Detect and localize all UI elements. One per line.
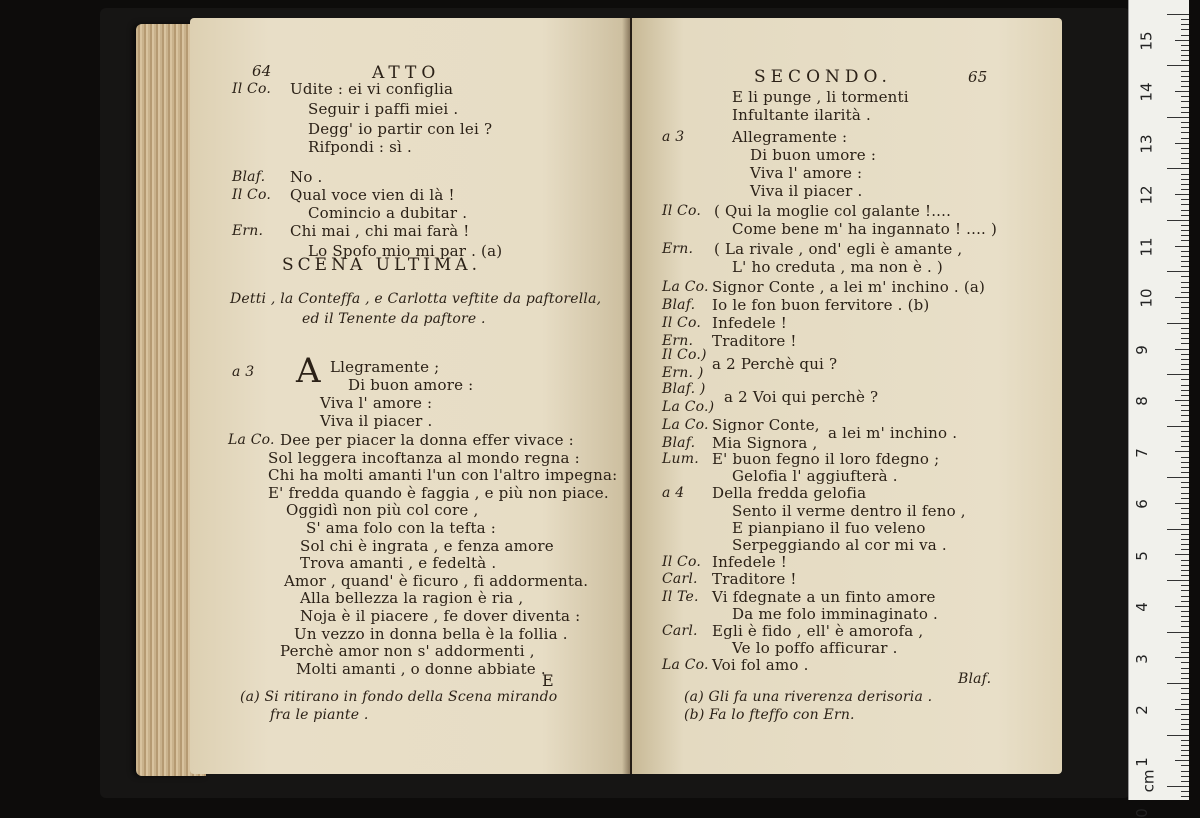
dialogue-text: E pianpiano il fuo veleno — [732, 518, 926, 537]
speaker-label: a 3 — [662, 129, 685, 145]
ruler-number: 4 — [1132, 602, 1151, 612]
verse-line: Perchè amor non s' addormenti , — [280, 642, 535, 661]
verse-line: Dee per piacer la donna effer vivace : — [280, 431, 574, 449]
speaker-label: La Co. — [662, 657, 709, 674]
ruler-tick — [1181, 436, 1189, 437]
ruler-tick — [1181, 302, 1189, 303]
ruler-tick — [1181, 379, 1189, 380]
ruler-tick — [1181, 313, 1189, 314]
dialogue-text: Gelofia l' aggiufterà . — [732, 467, 898, 486]
speaker-label: Blaf. ) — [662, 381, 706, 397]
dialogue-text: Allegramente : — [732, 128, 848, 146]
ruler-tick — [1181, 153, 1189, 154]
dialogue-text: Come bene m' ha ingannato ! .... ) — [732, 220, 998, 238]
speaker-label: Blaf. — [662, 297, 696, 313]
ruler-tick — [1167, 683, 1189, 684]
ruler-tick — [1181, 138, 1189, 139]
ruler-tick — [1181, 647, 1189, 648]
dialogue-text: Qual voce vien di là ! — [290, 186, 455, 204]
ruler-tick — [1181, 251, 1189, 252]
speaker-label: Il Co. — [662, 315, 702, 331]
dialogue-text: Chi mai , chi mai farà ! — [290, 222, 470, 240]
ruler-tick — [1181, 199, 1189, 200]
ruler-tick — [1181, 781, 1189, 782]
ruler-tick — [1181, 662, 1189, 663]
speaker-label: Ern. — [232, 223, 264, 239]
ruler-tick — [1181, 174, 1189, 175]
dialogue-text: a 2 Voi qui perchè ? — [724, 388, 879, 406]
ruler-tick — [1181, 261, 1189, 262]
ruler-tick — [1181, 415, 1189, 416]
ruler-tick — [1181, 539, 1189, 540]
ruler-tick — [1167, 65, 1189, 66]
speaker-label: Blaf. — [662, 435, 696, 451]
ruler-tick — [1181, 210, 1189, 211]
dialogue-text: No . — [290, 168, 323, 186]
ruler-tick — [1181, 585, 1189, 586]
ruler-tick — [1181, 626, 1189, 627]
ruler-tick — [1181, 287, 1189, 288]
ruler-tick — [1181, 132, 1189, 133]
ruler-tick — [1181, 704, 1189, 705]
ruler-tick — [1181, 328, 1189, 329]
ruler-tick — [1181, 560, 1189, 561]
ruler-tick — [1181, 549, 1189, 550]
ruler-tick — [1175, 606, 1189, 607]
ruler-tick — [1181, 204, 1189, 205]
ruler-tick — [1181, 719, 1189, 720]
dialogue-text: Sento il verme dentro il feno , — [732, 501, 966, 520]
ruler-tick — [1181, 771, 1189, 772]
ruler-tick — [1181, 369, 1189, 370]
speaker-label: a 3 — [232, 364, 255, 380]
ruler-tick — [1175, 143, 1189, 144]
ruler-tick — [1181, 493, 1189, 494]
ruler-tick — [1181, 668, 1189, 669]
ruler-tick — [1181, 266, 1189, 267]
ruler-tick — [1181, 364, 1189, 365]
dialogue-text: E li punge , li tormenti — [732, 88, 909, 106]
speaker-label: Il Co. — [232, 81, 272, 97]
speaker-label: La Co. — [662, 417, 709, 433]
ruler-tick — [1167, 426, 1189, 427]
footnote: fra le piante . — [270, 707, 369, 723]
running-head: ATTO — [372, 63, 441, 83]
dialogue-text: Infultante ilarità . — [732, 106, 871, 124]
ruler-tick — [1181, 472, 1189, 473]
ruler-tick — [1181, 755, 1189, 756]
speaker-label: Lum. — [662, 451, 699, 467]
scene-title: SCENA ULTIMA. — [282, 255, 481, 275]
speaker-label: Il Co. — [232, 187, 272, 203]
ruler-tick — [1181, 127, 1189, 128]
speaker-label: Ern. ) — [662, 365, 704, 381]
footnote: (b) Fa lo fteffo con Ern. — [684, 707, 855, 723]
speaker-label: Il Co. — [662, 554, 702, 571]
ruler-tick — [1167, 786, 1189, 787]
dialogue-text: Mia Signora , — [712, 434, 818, 452]
ruler-unit: cm — [1139, 769, 1158, 793]
ruler-tick — [1181, 596, 1189, 597]
ruler-tick — [1181, 235, 1189, 236]
ruler-tick — [1181, 421, 1189, 422]
ruler-tick — [1181, 724, 1189, 725]
ruler-tick — [1181, 390, 1189, 391]
ruler-tick — [1181, 405, 1189, 406]
ruler-tick — [1175, 503, 1189, 504]
ruler-tick — [1167, 477, 1189, 478]
dialogue-text: Degg' io partir con lei ? — [308, 120, 493, 138]
ruler-tick — [1167, 220, 1189, 221]
ruler-number: 8 — [1132, 396, 1151, 407]
page-number: 64 — [252, 62, 272, 80]
ruler-tick — [1167, 374, 1189, 375]
ruler-tick — [1181, 693, 1189, 694]
ruler-tick — [1181, 338, 1189, 339]
speaker-label: Carl. — [662, 571, 698, 588]
verse-line: Noja è il piacere , fe dover diventa : — [300, 607, 581, 625]
right-page — [632, 18, 1062, 774]
ruler-number: 15 — [1137, 31, 1156, 51]
ruler-tick — [1181, 637, 1189, 638]
verse-line: Viva il piacer . — [320, 412, 433, 430]
ruler-tick — [1181, 333, 1189, 334]
dialogue-text: Ve lo poffo afficurar . — [732, 639, 898, 658]
ruler-tick — [1175, 400, 1189, 401]
ruler-tick — [1181, 35, 1189, 36]
dialogue-text: a lei m' inchino . — [828, 424, 958, 442]
verse-line: Chi ha molti amanti l'un con l'altro impegna: — [268, 466, 618, 485]
ruler-tick — [1181, 699, 1189, 700]
ruler-tick — [1181, 740, 1189, 741]
ruler-tick — [1175, 709, 1189, 710]
dialogue-text: E' buon fegno il loro fdegno ; — [712, 450, 940, 468]
ruler-number: 10 — [1137, 288, 1156, 308]
ruler-tick — [1175, 657, 1189, 658]
ruler-tick — [1175, 246, 1189, 247]
ruler-tick — [1181, 395, 1189, 396]
ruler-tick — [1181, 570, 1189, 571]
ruler-tick — [1181, 575, 1189, 576]
ruler-tick — [1181, 256, 1189, 257]
dialogue-text: Infedele ! — [712, 553, 787, 572]
speaker-label: Blaf. — [232, 169, 266, 185]
ruler-tick — [1181, 55, 1189, 56]
ruler-tick — [1181, 745, 1189, 746]
verse-line: Llegramente ; — [330, 358, 440, 376]
ruler-tick — [1175, 40, 1189, 41]
ruler-tick — [1181, 508, 1189, 509]
verse-line: Molti amanti , o donne abbiate . — [296, 659, 546, 678]
ruler-tick — [1181, 688, 1189, 689]
running-head: SECONDO. — [754, 67, 892, 87]
dialogue-text: Rifpondi : sì . — [308, 138, 412, 156]
verse-line: Un vezzo in donna bella è la follia . — [294, 624, 568, 643]
ruler-tick — [1167, 117, 1189, 118]
dialogue-text: a 2 Perchè qui ? — [712, 355, 838, 373]
ruler-tick — [1181, 765, 1189, 766]
signature-mark: E — [542, 671, 554, 690]
ruler-tick — [1167, 632, 1189, 633]
ruler-tick — [1181, 544, 1189, 545]
verse-line: Trova amanti , e fedeltà . — [300, 554, 497, 573]
ruler-tick — [1181, 122, 1189, 123]
speaker-label: Carl. — [662, 623, 698, 639]
ruler-tick — [1181, 225, 1189, 226]
measurement-ruler — [1128, 0, 1189, 818]
ruler-tick — [1181, 750, 1189, 751]
dialogue-text: Della fredda gelofia — [712, 484, 867, 503]
ruler-tick — [1181, 673, 1189, 674]
catchword: Blaf. — [958, 671, 992, 687]
ruler-tick — [1175, 760, 1189, 761]
verse-line: E' fredda quando è faggia , e più non piace. — [268, 483, 609, 502]
ruler-tick — [1181, 86, 1189, 87]
ruler-tick — [1181, 601, 1189, 602]
ruler-tick — [1181, 534, 1189, 535]
dialogue-text: Lo Spofo mio mi par . (a) — [308, 242, 503, 260]
ruler-number: 3 — [1132, 653, 1151, 664]
ruler-tick — [1181, 189, 1189, 190]
verse-line: S' ama folo con la tefta : — [306, 519, 497, 537]
ruler-tick — [1175, 297, 1189, 298]
speaker-label: Il Co.) — [662, 347, 707, 363]
ruler-tick — [1181, 81, 1189, 82]
ruler-tick — [1181, 431, 1189, 432]
footnote: (a) Gli fa una riverenza derisoria . — [684, 689, 933, 705]
ruler-tick — [1181, 45, 1189, 46]
ruler-tick — [1181, 101, 1189, 102]
speaker-label: La Co. — [662, 279, 709, 295]
ruler-number: 13 — [1137, 134, 1156, 154]
dialogue-text: Viva il piacer . — [750, 182, 863, 200]
speaker-label: Il Co. — [662, 203, 702, 219]
footnote: (a) Si ritirano in fondo della Scena mirando — [240, 689, 558, 705]
ruler-tick — [1167, 14, 1189, 15]
ruler-tick — [1181, 611, 1189, 612]
ruler-tick — [1181, 487, 1189, 488]
ruler-tick — [1175, 349, 1189, 350]
ruler-tick — [1181, 498, 1189, 499]
dialogue-text: Di buon umore : — [750, 146, 877, 164]
verse-line: Viva l' amore : — [320, 394, 433, 412]
speaker-label: La Co. — [228, 432, 275, 448]
ruler-tick — [1181, 179, 1189, 180]
dialogue-text: Seguir i paffi miei . — [308, 100, 459, 118]
ruler-tick — [1181, 796, 1189, 797]
dialogue-text: Io le fon buon fervitore . (b) — [712, 296, 930, 314]
ruler-tick — [1181, 112, 1189, 113]
ruler-tick — [1181, 385, 1189, 386]
ruler-tick — [1181, 513, 1189, 514]
ruler-number: 1 — [1132, 756, 1151, 767]
ruler-tick — [1181, 276, 1189, 277]
ruler-tick — [1167, 529, 1189, 530]
ruler-tick — [1181, 230, 1189, 231]
dialogue-text: Comincio a dubitar . — [308, 204, 468, 222]
ruler-tick — [1167, 271, 1189, 272]
ruler-tick — [1181, 621, 1189, 622]
page-number: 65 — [968, 68, 988, 86]
speaker-label: a 4 — [662, 485, 685, 502]
speaker-label: Ern. — [662, 333, 694, 349]
ruler-tick — [1181, 457, 1189, 458]
ruler-tick — [1181, 292, 1189, 293]
ruler-tick — [1181, 71, 1189, 72]
ruler-tick — [1181, 19, 1189, 20]
stage-direction: Detti , la Conteffa , e Carlotta veftite da paftorella, — [230, 291, 602, 307]
dialogue-text: Udite : ei vi configlia — [290, 80, 454, 98]
ruler-tick — [1181, 462, 1189, 463]
dialogue-text: L' ho creduta , ma non è . ) — [732, 258, 943, 276]
ruler-number: 0 — [1132, 808, 1151, 818]
ruler-tick — [1181, 410, 1189, 411]
ruler-tick — [1175, 451, 1189, 452]
dialogue-text: Serpeggiando al cor mi va . — [732, 536, 947, 554]
speaker-label: La Co.) — [662, 399, 715, 415]
ruler-tick — [1181, 467, 1189, 468]
ruler-tick — [1181, 343, 1189, 344]
ruler-tick — [1181, 524, 1189, 525]
ruler-number: 14 — [1137, 82, 1156, 102]
ruler-tick — [1167, 735, 1189, 736]
ruler-tick — [1181, 76, 1189, 77]
ruler-number: 2 — [1132, 705, 1151, 715]
ruler-tick — [1181, 215, 1189, 216]
stage-direction: ed il Tenente da paftore . — [302, 311, 486, 327]
ruler-tick — [1181, 96, 1189, 97]
ruler-tick — [1181, 29, 1189, 30]
ruler-tick — [1181, 590, 1189, 591]
ruler-tick — [1181, 642, 1189, 643]
verse-line: Oggidì non più col core , — [286, 501, 479, 520]
ruler-tick — [1181, 729, 1189, 730]
dialogue-text: ( La rivale , ond' egli è amante , — [714, 240, 963, 258]
ruler-tick — [1181, 50, 1189, 51]
ruler-tick — [1167, 168, 1189, 169]
verse-line: Sol chi è ingrata , e fenza amore — [300, 536, 554, 555]
ruler-tick — [1181, 282, 1189, 283]
dialogue-text: Infedele ! — [712, 314, 787, 332]
ruler-number: 7 — [1132, 447, 1151, 458]
ruler-tick — [1181, 791, 1189, 792]
dialogue-text: Da me folo imminaginato . — [732, 604, 939, 623]
dialogue-text: Traditore ! — [712, 332, 797, 350]
verse-line: Sol leggera incoftanza al mondo regna : — [268, 448, 580, 467]
ruler-tick — [1175, 554, 1189, 555]
ruler-tick — [1181, 652, 1189, 653]
ruler-tick — [1181, 354, 1189, 355]
dialogue-text: Traditore ! — [712, 570, 797, 589]
dialogue-text: Signor Conte, — [712, 416, 820, 434]
dialogue-text: Vi fdegnate a un finto amore — [712, 587, 936, 606]
ruler-tick — [1181, 714, 1189, 715]
speaker-label: Ern. — [662, 241, 694, 257]
verse-line: Di buon amore : — [348, 376, 474, 394]
verse-line: Amor , quand' è ficuro , fi addormenta. — [284, 571, 589, 590]
ruler-tick — [1167, 580, 1189, 581]
ruler-tick — [1181, 441, 1189, 442]
ruler-tick — [1167, 323, 1189, 324]
ruler-tick — [1181, 359, 1189, 360]
ruler-tick — [1181, 307, 1189, 308]
dialogue-text: ( Qui la moglie col galante !.... — [714, 202, 952, 220]
ruler-tick — [1181, 60, 1189, 61]
ruler-tick — [1181, 107, 1189, 108]
dialogue-text: Viva l' amore : — [750, 164, 863, 182]
ruler-tick — [1181, 184, 1189, 185]
drop-cap: A — [296, 351, 321, 391]
ruler-tick — [1181, 616, 1189, 617]
ruler-tick — [1181, 446, 1189, 447]
dialogue-text: Egli è fido , ell' è amorofa , — [712, 622, 924, 640]
left-page — [190, 18, 630, 774]
speaker-label: Il Te. — [662, 588, 699, 605]
ruler-tick — [1181, 678, 1189, 679]
ruler-tick — [1181, 518, 1189, 519]
dialogue-text: Signor Conte , a lei m' inchino . (a) — [712, 278, 986, 296]
ruler-number: 12 — [1137, 185, 1156, 205]
dialogue-text: Voi fol amo . — [712, 656, 809, 675]
verse-line: Alla bellezza la ragion è ria , — [300, 589, 524, 608]
ruler-number: 5 — [1132, 550, 1151, 561]
ruler-tick — [1181, 482, 1189, 483]
ruler-number: 9 — [1132, 345, 1151, 355]
ruler-tick — [1181, 240, 1189, 241]
ruler-tick — [1175, 194, 1189, 195]
ruler-tick — [1181, 318, 1189, 319]
ruler-tick — [1181, 148, 1189, 149]
ruler-tick — [1181, 163, 1189, 164]
ruler-tick — [1181, 158, 1189, 159]
ruler-number: 6 — [1132, 499, 1151, 509]
ruler-tick — [1181, 565, 1189, 566]
ruler-tick — [1175, 91, 1189, 92]
ruler-tick — [1181, 776, 1189, 777]
ruler-number: 11 — [1137, 237, 1156, 257]
ruler-tick — [1181, 24, 1189, 25]
